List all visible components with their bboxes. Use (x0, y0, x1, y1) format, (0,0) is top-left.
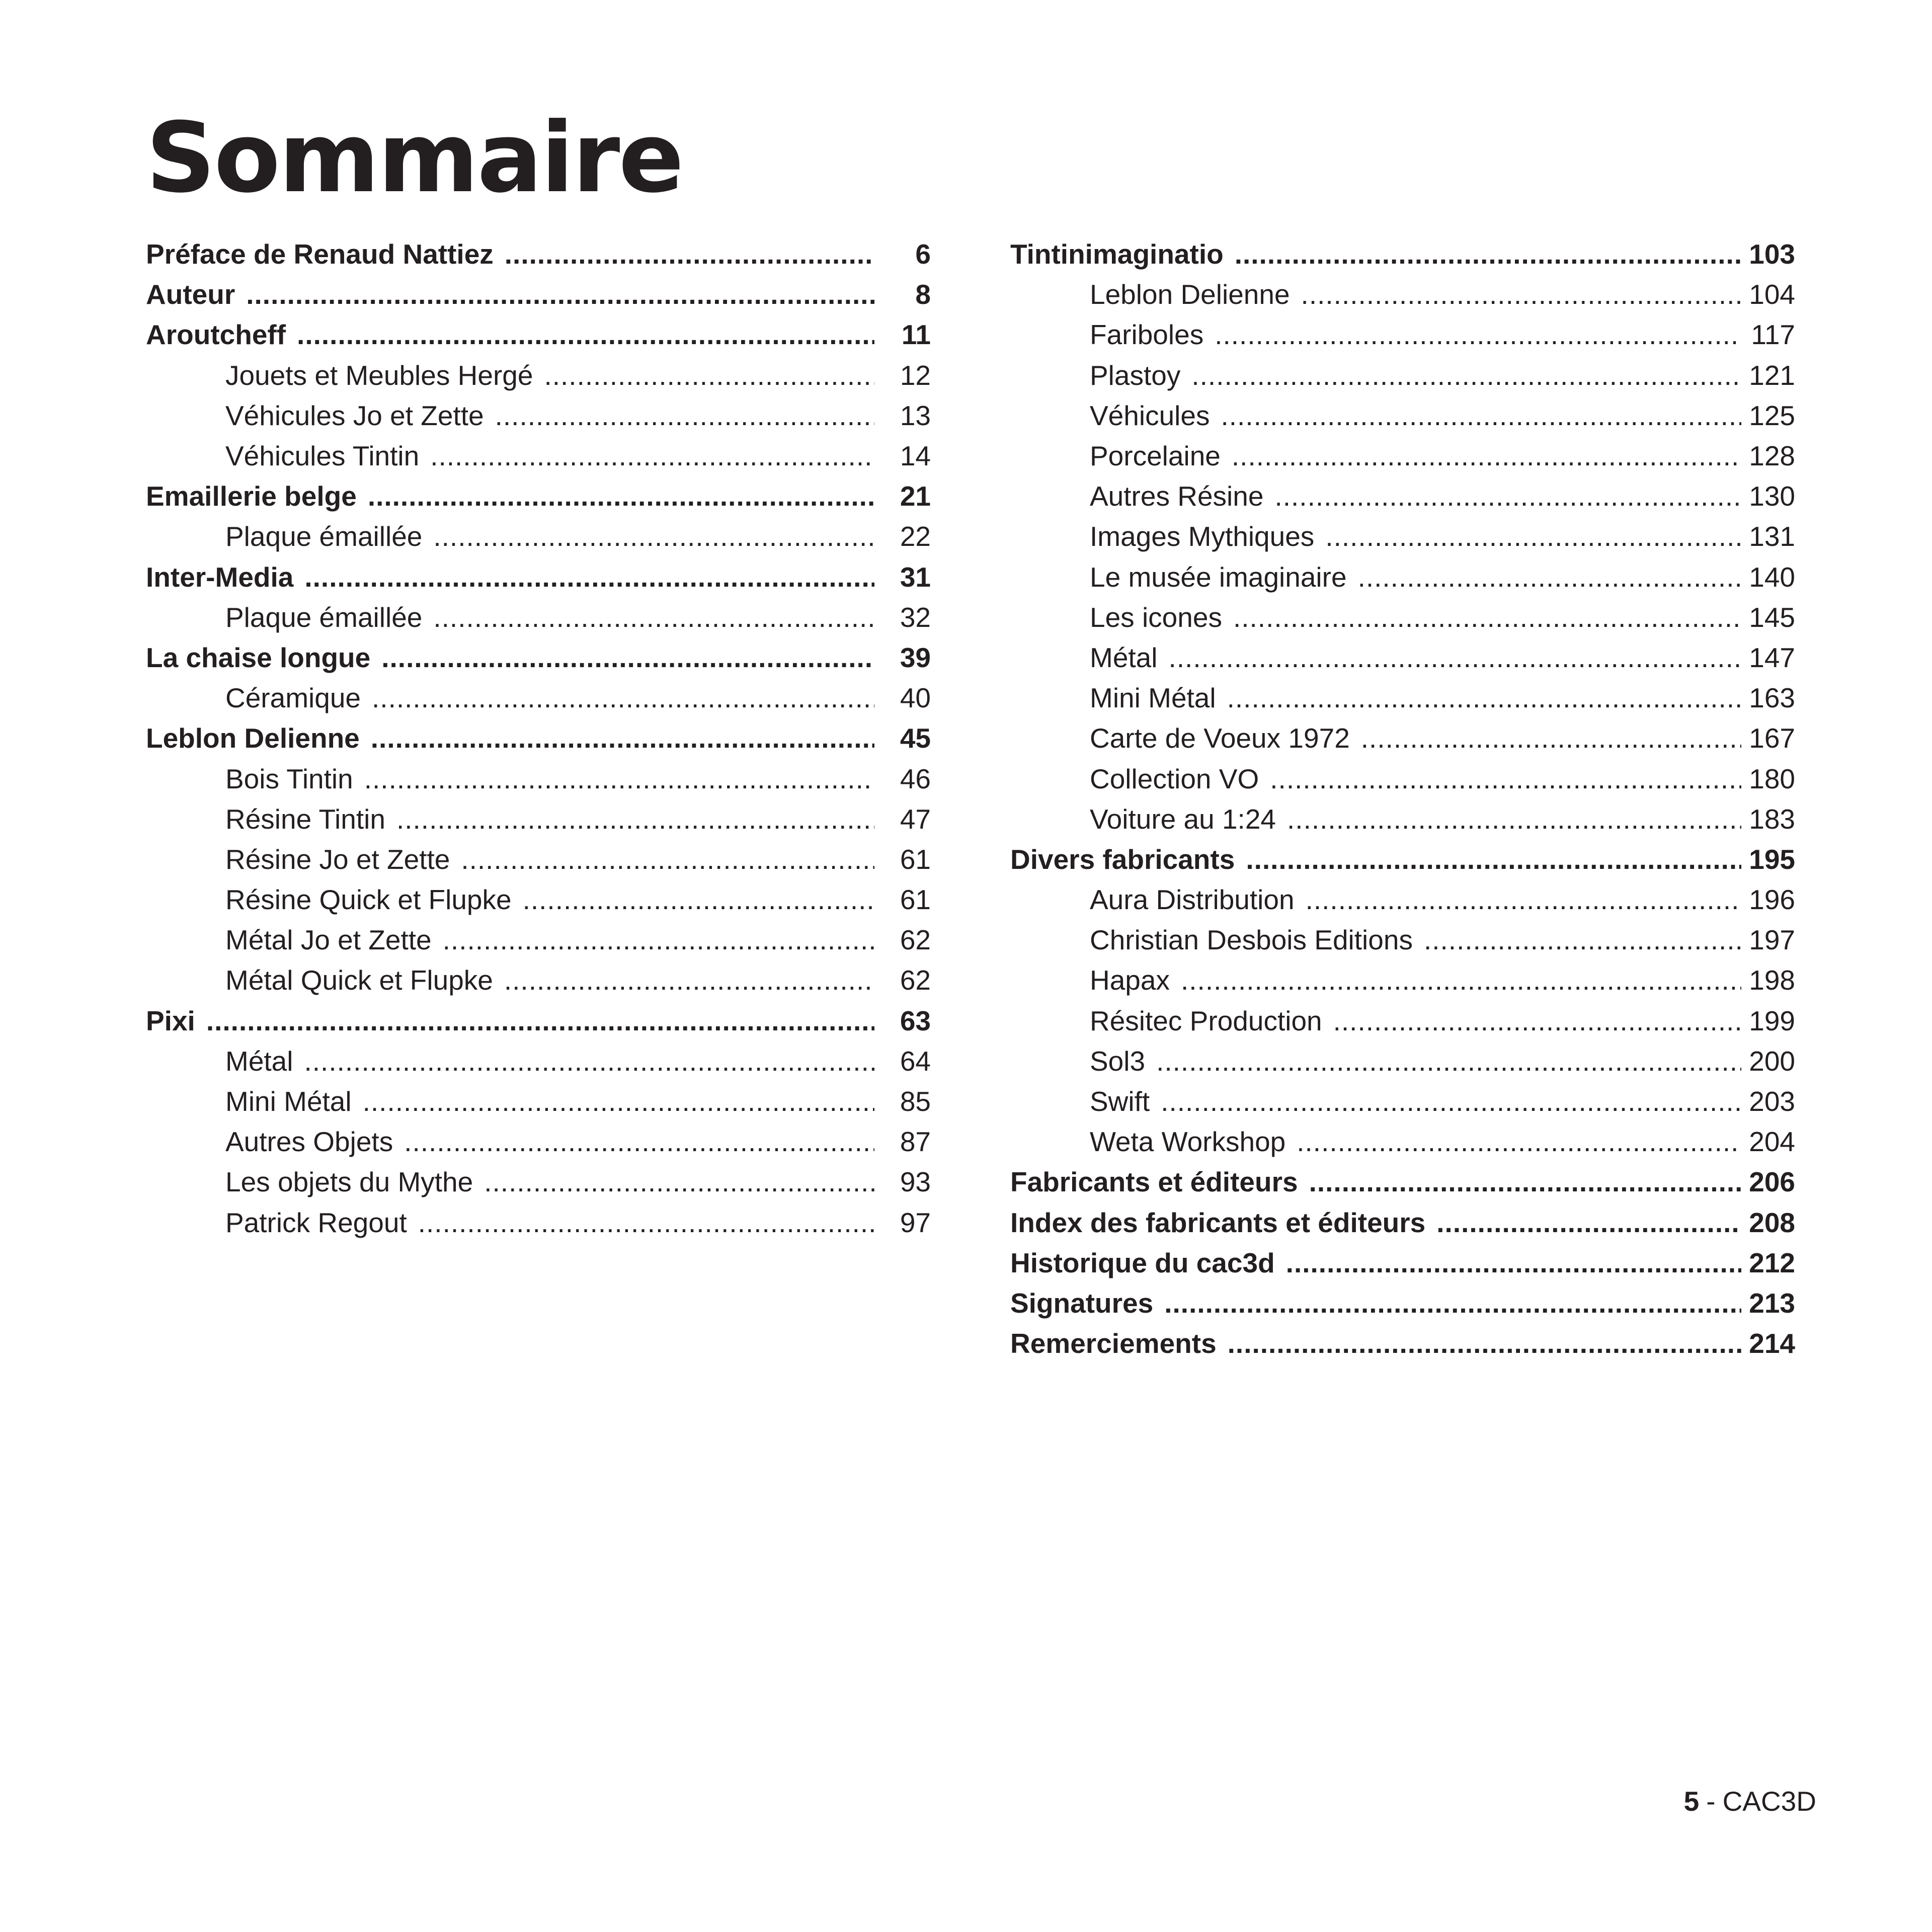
dot-leader (544, 355, 874, 395)
toc-entry-page: 32 (900, 601, 931, 633)
page-number: 5 (1683, 1786, 1700, 1817)
toc-column-right (1010, 234, 1795, 1363)
toc-entry-label: Métal Quick et Flupke (225, 964, 493, 996)
toc-entry-label: Résine Quick et Flupke (225, 884, 512, 916)
toc-entry-label: Porcelaine (1090, 440, 1221, 472)
folio-separator: - (1706, 1786, 1716, 1817)
dot-leader (495, 395, 874, 436)
dot-leader (430, 436, 874, 476)
toc-entry (1010, 1283, 1795, 1323)
dot-leader (1274, 476, 1741, 516)
toc-entry-label: Bois Tintin (225, 763, 353, 794)
dot-leader (504, 960, 874, 1000)
toc-entry-label: Jouets et Meubles Hergé (225, 359, 533, 391)
toc-entry-page: 63 (900, 1005, 931, 1036)
toc-entry-label: Index des fabricants et éditeurs (1010, 1206, 1426, 1238)
toc-entry-page: 163 (1749, 682, 1795, 714)
toc-entry-page: 203 (1749, 1086, 1795, 1117)
toc-entry-label: Voiture au 1:24 (1090, 803, 1276, 835)
toc-entry-page: 61 (900, 884, 931, 916)
toc-entry-page: 97 (900, 1206, 931, 1238)
toc-entry (146, 274, 931, 314)
toc-entry (1010, 274, 1795, 314)
toc-entry-page: 147 (1749, 641, 1795, 673)
dot-leader (371, 718, 874, 758)
dot-leader (505, 234, 874, 274)
toc-entry (1010, 557, 1795, 597)
toc-entry-page: 104 (1749, 279, 1795, 310)
toc-entry (146, 355, 931, 395)
toc-entry-label: Christian Desbois Editions (1090, 924, 1413, 956)
toc-entry (1010, 476, 1795, 516)
dot-leader (1227, 678, 1741, 718)
toc-entry (1010, 758, 1795, 798)
toc-entry-page: 145 (1749, 601, 1795, 633)
dot-leader (433, 516, 874, 556)
dot-leader (304, 1041, 875, 1081)
dot-leader (1181, 960, 1741, 1000)
toc-entry (146, 879, 931, 920)
toc-entry-page: 12 (900, 359, 931, 391)
dot-leader (1215, 314, 1741, 355)
toc-entry-label: Autres Objets (225, 1126, 393, 1158)
toc-entry-page: 21 (900, 480, 931, 512)
toc-entry (1010, 1001, 1795, 1041)
toc-entry (146, 234, 931, 274)
toc-entry-label: Véhicules Tintin (225, 440, 420, 472)
toc-entry-label: Hapax (1090, 964, 1170, 996)
toc-entry (146, 960, 931, 1000)
dot-leader (1309, 1162, 1741, 1202)
toc-entry-label: Historique du cac3d (1010, 1247, 1275, 1278)
dot-leader (1164, 1283, 1741, 1323)
toc-entry-page: 214 (1749, 1328, 1795, 1359)
dot-leader (1156, 1041, 1741, 1081)
toc-entry-page: 183 (1749, 803, 1795, 835)
toc-entry-page: 61 (900, 843, 931, 875)
dot-leader (206, 1001, 874, 1041)
dot-leader (364, 759, 874, 799)
toc-entry (1010, 395, 1795, 436)
dot-leader (1228, 1323, 1741, 1363)
dot-leader (418, 1202, 874, 1243)
toc-entry (146, 436, 931, 476)
toc-entry (146, 314, 931, 355)
toc-entry (146, 476, 931, 516)
toc-entry (146, 1081, 931, 1121)
toc-entry-label: Inter-Media (146, 561, 294, 593)
dot-leader (433, 597, 874, 637)
toc-entry (146, 758, 931, 798)
toc-entry-page: 11 (901, 319, 931, 351)
toc-entry-label: Divers fabricants (1010, 843, 1235, 875)
toc-entry-page: 206 (1749, 1166, 1795, 1198)
toc-entry-page: 85 (900, 1086, 931, 1117)
toc-entry-label: Mini Métal (225, 1086, 352, 1117)
dot-leader (1270, 759, 1741, 799)
dot-leader (1287, 799, 1741, 839)
toc-entry-page: 87 (900, 1126, 931, 1158)
toc-entry-page: 45 (900, 722, 931, 754)
dot-leader (396, 799, 874, 839)
dot-leader (1169, 637, 1742, 678)
toc-entry-page: 121 (1749, 359, 1795, 391)
toc-entry-label: Les objets du Mythe (225, 1166, 473, 1198)
toc-entry-page: 198 (1749, 964, 1795, 996)
dot-leader (461, 839, 874, 879)
toc-entry-page: 46 (900, 763, 931, 794)
toc-entry-page: 208 (1749, 1206, 1795, 1238)
dot-leader (1306, 879, 1741, 920)
dot-leader (1297, 1121, 1741, 1162)
toc-entry-label: Plaque émaillée (225, 601, 423, 633)
dot-leader (1301, 274, 1741, 314)
toc-entry-page: 196 (1749, 884, 1795, 916)
toc-entry (146, 1121, 931, 1162)
toc-entry-label: Les icones (1090, 601, 1222, 633)
toc-entry-label: Leblon Delienne (1090, 279, 1290, 310)
toc-entry-page: 125 (1749, 399, 1795, 431)
dot-leader (381, 637, 874, 678)
dot-leader (1161, 1081, 1741, 1121)
toc-entry (1010, 314, 1795, 355)
toc-entry (1010, 597, 1795, 637)
dot-leader (363, 1081, 874, 1121)
toc-entry (1010, 436, 1795, 476)
toc-entry-page: 204 (1749, 1126, 1795, 1158)
toc-entry-label: Auteur (146, 279, 235, 310)
dot-leader (484, 1162, 874, 1202)
toc-entry (1010, 960, 1795, 1000)
dot-leader (1436, 1202, 1741, 1243)
toc-entry-label: Plaque émaillée (225, 521, 423, 552)
dot-leader (1361, 718, 1741, 758)
toc-entry-page: 47 (900, 803, 931, 835)
toc-entry-page: 31 (900, 561, 931, 593)
toc-entry-label: Emaillerie belge (146, 480, 357, 512)
toc-entry (1010, 1202, 1795, 1243)
dot-leader (1232, 436, 1741, 476)
toc-entry-label: Métal Jo et Zette (225, 924, 432, 956)
toc-entry-label: Véhicules (1090, 399, 1210, 431)
toc-entry-label: Résitec Production (1090, 1005, 1322, 1036)
toc-entry (146, 557, 931, 597)
dot-leader (1333, 1001, 1741, 1041)
page-folio (1684, 1785, 1816, 1817)
toc-entry (146, 637, 931, 678)
toc-entry-label: Remerciements (1010, 1328, 1217, 1359)
toc-entry-label: Aroutcheff (146, 319, 286, 351)
toc-entry (1010, 1041, 1795, 1081)
toc-entry-label: Images Mythiques (1090, 521, 1315, 552)
toc-entry-page: 62 (900, 924, 931, 956)
toc-entry (1010, 637, 1795, 678)
toc-entry (1010, 879, 1795, 920)
dot-leader (1358, 557, 1741, 597)
toc-entry-page: 131 (1749, 521, 1795, 552)
dot-leader (297, 314, 874, 355)
toc-entry-label: Fabricants et éditeurs (1010, 1166, 1298, 1198)
toc-entry (1010, 1323, 1795, 1363)
toc-entry (146, 920, 931, 960)
toc-entry-label: Pixi (146, 1005, 195, 1036)
toc-entry-label: Fariboles (1090, 319, 1204, 351)
toc-entry (146, 395, 931, 436)
toc-entry (146, 516, 931, 556)
dot-leader (523, 879, 874, 920)
dot-leader (1286, 1243, 1741, 1283)
toc-entry-page: 199 (1749, 1005, 1795, 1036)
toc-entry-label: Plastoy (1090, 359, 1181, 391)
toc-entry-page: 64 (900, 1045, 931, 1077)
toc-entry-label: Swift (1090, 1086, 1150, 1117)
dot-leader (1221, 395, 1741, 436)
dot-leader (1191, 355, 1741, 395)
toc-entry (146, 1202, 931, 1243)
toc-entry-page: 117 (1751, 319, 1795, 351)
toc-entry-page: 13 (900, 399, 931, 431)
toc-entry-label: Weta Workshop (1090, 1126, 1286, 1158)
toc-entry (1010, 839, 1795, 879)
toc-entry-label: Collection VO (1090, 763, 1259, 794)
toc-entry-label: Tintinimaginatio (1010, 238, 1224, 270)
toc-entry-label: Métal (1090, 641, 1158, 673)
toc-entry (146, 799, 931, 839)
toc-column-left (146, 234, 931, 1243)
toc-entry-label: Céramique (225, 682, 361, 714)
toc-entry-label: Véhicules Jo et Zette (225, 399, 484, 431)
toc-entry-page: 212 (1749, 1247, 1795, 1278)
toc-entry-page: 6 (915, 238, 931, 270)
toc-entry (146, 1001, 931, 1041)
toc-entry-label: Métal (225, 1045, 293, 1077)
toc-entry (1010, 1243, 1795, 1283)
toc-entry (1010, 920, 1795, 960)
toc-entry-label: Autres Résine (1090, 480, 1264, 512)
toc-entry (1010, 516, 1795, 556)
toc-entry (146, 1041, 931, 1081)
dot-leader (443, 920, 874, 960)
dot-leader (368, 476, 874, 516)
toc-entry-page: 8 (915, 279, 931, 310)
toc-entry-page: 213 (1749, 1287, 1795, 1319)
toc-entry (1010, 1121, 1795, 1162)
toc-entry-label: Mini Métal (1090, 682, 1216, 714)
dot-leader (1424, 920, 1741, 960)
toc-entry-page: 93 (900, 1166, 931, 1198)
toc-entry (146, 718, 931, 758)
toc-entry (1010, 678, 1795, 718)
toc-entry-label: Le musée imaginaire (1090, 561, 1347, 593)
toc-entry-label: Signatures (1010, 1287, 1154, 1319)
toc-entry-label: La chaise longue (146, 641, 371, 673)
dot-leader (304, 557, 874, 597)
dot-leader (1235, 234, 1741, 274)
toc-entry-page: 180 (1749, 763, 1795, 794)
toc-entry-page: 22 (900, 521, 931, 552)
publication-label: CAC3D (1722, 1786, 1816, 1817)
toc-entry-page: 167 (1749, 722, 1795, 754)
toc-entry-label: Sol3 (1090, 1045, 1146, 1077)
page-title: Sommaire (146, 102, 683, 214)
toc-entry-label: Aura Distribution (1090, 884, 1295, 916)
dot-leader (1233, 597, 1741, 637)
toc-entry-page: 130 (1749, 480, 1795, 512)
toc-entry (1010, 355, 1795, 395)
toc-entry-label: Patrick Regout (225, 1206, 407, 1238)
toc-entry (1010, 799, 1795, 839)
dot-leader (1325, 516, 1741, 556)
toc-entry-label: Résine Tintin (225, 803, 385, 835)
toc-entry-label: Résine Jo et Zette (225, 843, 450, 875)
toc-entry (1010, 234, 1795, 274)
toc-entry (146, 839, 931, 879)
toc-entry-page: 128 (1749, 440, 1795, 472)
toc-entry-page: 40 (900, 682, 931, 714)
toc-entry-page: 197 (1749, 924, 1795, 956)
toc-entry-page: 200 (1749, 1045, 1795, 1077)
dot-leader (246, 274, 874, 314)
dot-leader (404, 1121, 874, 1162)
toc-entry (146, 678, 931, 718)
toc-entry-page: 62 (900, 964, 931, 996)
toc-entry (146, 1162, 931, 1202)
toc-entry-label: Carte de Voeux 1972 (1090, 722, 1350, 754)
toc-entry-label: Leblon Delienne (146, 722, 360, 754)
toc-entry (146, 597, 931, 637)
toc-entry (1010, 718, 1795, 758)
dot-leader (372, 678, 874, 718)
toc-entry (1010, 1081, 1795, 1121)
toc-entry-page: 195 (1749, 843, 1795, 875)
toc-entry-page: 14 (900, 440, 931, 472)
toc-entry-label: Préface de Renaud Nattiez (146, 238, 494, 270)
toc-entry-page: 140 (1749, 561, 1795, 593)
toc-entry-page: 39 (900, 641, 931, 673)
toc-entry-page: 103 (1749, 238, 1795, 270)
toc-entry (1010, 1162, 1795, 1202)
dot-leader (1246, 839, 1741, 879)
